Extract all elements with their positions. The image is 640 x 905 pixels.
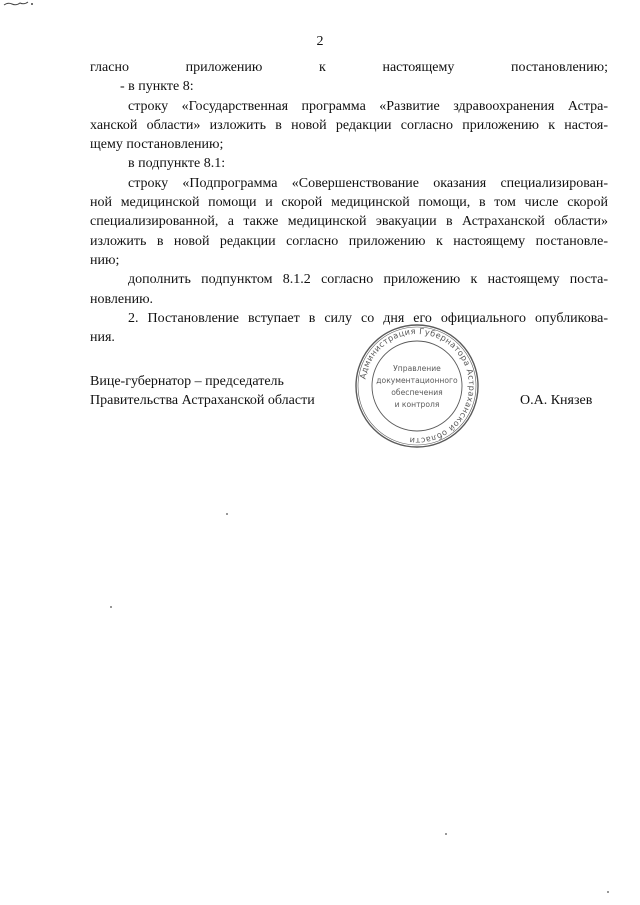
scan-speck: [445, 833, 447, 835]
body-line-3: строку «Государственная программа «Развитие здравоохранения Астра-: [128, 98, 608, 114]
body-line-15: ния.: [90, 330, 115, 346]
body-line-14: 2. Постановление вступает в силу со дня его официального опубликова-: [128, 310, 608, 326]
signature-position-line-2: Правительства Астраханской области: [90, 393, 315, 408]
body-line-5: щему постановлению;: [90, 137, 224, 153]
body-line-13: новлению.: [90, 291, 154, 307]
stamp-inner-line-4: и контроля: [394, 400, 440, 409]
scan-speck: [607, 891, 609, 893]
stamp-inner-line-3: обеспечения: [391, 388, 443, 397]
stamp-inner-line-2: документационного: [376, 376, 458, 385]
body-line-10: изложить в новой редакции согласно приложению к настоящему постановле-: [90, 233, 608, 249]
scan-speck: [110, 606, 112, 608]
body-line-8: ной медицинской помощи и скорой медицинской помощи, в том числе скорой: [90, 195, 608, 211]
signature-position: [90, 372, 315, 410]
body-line-2: - в пункте 8:: [120, 79, 194, 95]
official-stamp: [353, 322, 481, 450]
body-line-6: в подпункте 8.1:: [128, 156, 226, 172]
signatory-name: О.А. Князев: [520, 393, 593, 408]
body-line-7: строку «Подпрограмма «Совершенствование оказания специализирован-: [128, 175, 608, 191]
signature-position-line-1: Вице-губернатор – председатель: [90, 374, 284, 389]
scan-corner-mark: [2, 0, 38, 8]
body-line-9: специализированной, а также медицинской эвакуации в Астраханской области»: [90, 214, 608, 230]
scan-speck: [226, 513, 228, 515]
body-line-4: ханской области» изложить в новой редакции согласно приложению к настоя-: [90, 117, 608, 133]
document-body: [90, 58, 608, 347]
page-number: 2: [316, 34, 324, 49]
stamp-outer-text: Администрация Губернатора Астраханской области: [357, 325, 478, 447]
stamp-inner-line-1: Управление: [393, 364, 441, 373]
body-line-1: гласно приложению к настоящему постановлению;: [90, 60, 608, 75]
body-line-11: нию;: [90, 252, 120, 268]
body-line-12: дополнить подпунктом 8.1.2 согласно приложению к настоящему поста-: [128, 272, 608, 288]
